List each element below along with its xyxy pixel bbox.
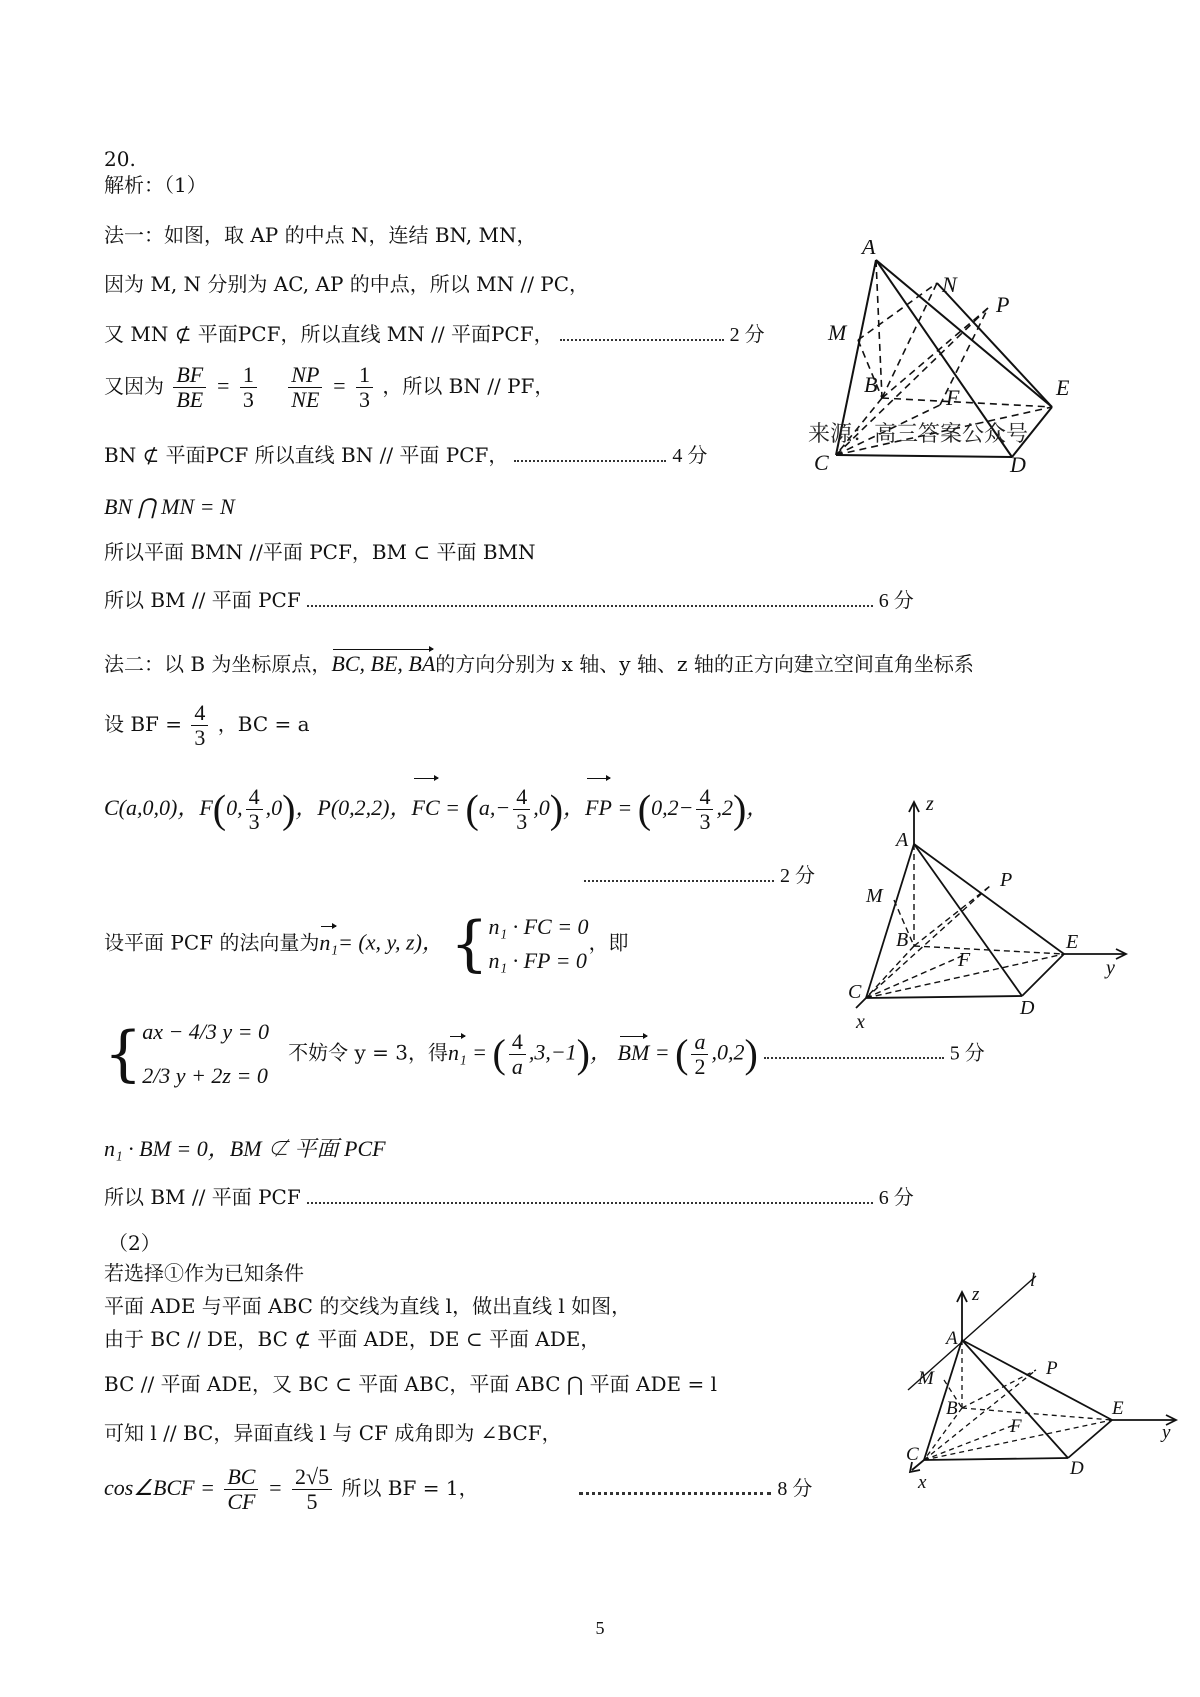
method1-line1: 法一：如图，取 AP 的中点 N，连结 BN, MN， [104,223,537,247]
figure1-label: B [864,372,878,397]
equation: n₁ · FP = 0 [488,948,587,973]
fraction-denominator: 3 [194,725,206,750]
fraction-numerator: 4 [696,785,713,810]
fraction-four-thirds [246,785,263,834]
method2-line4-suffix: ，即 [588,930,629,955]
open-paren: ( [212,786,227,832]
fraction-numerator: 4 [509,1030,526,1055]
fraction-denominator: NE [291,387,320,412]
figure3-label: E [1112,1398,1124,1419]
fraction-denominator: 3 [358,387,370,412]
normal-vector-def: = (x, y, z)， [338,929,444,955]
close-paren: ) [744,1031,758,1076]
fraction-four-over-a [509,1030,526,1079]
figure2-label: A [896,829,909,851]
figure3-label: z [972,1284,980,1305]
method2-line7-text: 所以 BM // 平面 PCF [104,1185,301,1209]
left-brace: { [104,1019,143,1089]
method2-line3: C(a,0,0)，F(0, $\frac{4}{3}$ ,0)，P(0,2,2)，FC = (a,− $\frac{4}{3}$ ,0)，FP = (0,2− $\frac{4}{3}$ ,2)， [104,780,768,838]
figure1-label: E [1056,375,1070,400]
vector-fp: FP [585,780,612,836]
leader-dots [764,1049,944,1059]
fraction-bf-be [173,363,206,412]
method1-line5-text: BN ⊄ 平面PCF 所以直线 BN // 平面 PCF， [104,443,509,467]
equation: n₁ · FC = 0 [488,914,589,939]
figure3-label: P [1046,1358,1058,1379]
fraction-numerator: 4 [513,785,530,810]
method2-line6: n₁ · BM = 0，BM ⊄ 平面 PCF [104,1136,386,1161]
open-paren: ( [465,786,479,832]
method2-line1 [104,651,974,677]
coord-part: ,0 [265,795,283,820]
figure3-label: x [918,1472,927,1493]
leader-dots [514,452,666,462]
fraction-four-thirds [191,701,208,750]
method2-line3-score [578,862,815,889]
figure3-label: D [1070,1458,1084,1479]
part2-line6-suffix: 所以 BF = 1， [341,1476,479,1500]
analysis-label: 解析：（1） [104,173,207,197]
fraction-numerator: 1 [356,363,373,388]
fraction-denominator: CF [227,1489,256,1514]
close-paren: ) [576,1031,590,1076]
figure2-label: C [848,981,862,1003]
fraction-denominator: 3 [699,809,711,834]
fraction-four-thirds [696,785,713,834]
figure2-label: B [896,929,909,951]
fraction-numerator: 2√5 [292,1465,332,1490]
coord-part: ,0 [533,795,550,820]
close-paren: ) [732,786,747,832]
method1-line3-text: 又 MN ⊄ 平面PCF，所以直线 MN // 平面PCF， [104,322,554,346]
method1-line2: 因为 M, N 分别为 AC, AP 的中点，所以 MN // PC， [104,272,590,296]
method2-vectors: BC, BE, BA [331,651,436,676]
figure3-label: F [1010,1416,1022,1437]
cos-bcf: cos∠BCF = [104,1475,215,1500]
figure-pyramid-3 [890,1270,1190,1510]
part2-label: （2） [108,1231,161,1255]
figure-pyramid-2 [830,796,1130,1036]
figure3-label: B [946,1398,958,1419]
fraction-denominator: a [511,1053,523,1079]
equals-sign: = [215,373,231,398]
coord-part: 0, [226,795,243,820]
vector-fc: FC [412,780,440,836]
equation-system [142,1010,269,1098]
method1-line4-prefix: 又因为 [104,374,164,398]
figure1-label: D [1010,452,1026,477]
fraction-numerator: BC [224,1465,258,1490]
figure1-label: M [828,320,847,345]
figure1-label: N [942,272,957,297]
figure1-label: A [862,240,876,259]
left-brace: { [450,909,489,979]
fraction-numerator: a [691,1030,708,1055]
problem-number: 20. [104,147,136,171]
point-p: ，P(0,2,2)， [295,795,412,820]
method1-line7: 所以平面 BMN //平面 PCF，BM ⊂ 平面 BMN [104,540,536,564]
figure2-label: z [926,796,934,815]
score-label: 6 分 [878,1187,914,1209]
fraction-denominator: 3 [248,809,260,834]
fraction-denominator: BE [176,387,204,412]
coord-part: ,0,2 [711,1039,745,1065]
fraction-four-thirds [513,785,530,834]
close-paren: ) [282,786,296,832]
part2-line5: 可知 l // BC，异面直线 l 与 CF 成角即为 ∠BCF， [104,1421,562,1445]
figure3-label: C [906,1444,919,1465]
method2-line1-prefix: 法二：以 B 为坐标原点， [104,652,332,676]
fraction-numerator: NP [288,363,322,388]
figure2-label: E [1066,931,1079,953]
fraction-np-ne [288,363,322,412]
figure3-label: M [918,1368,934,1389]
score-label: 8 分 [777,1478,813,1500]
figure2-label: D [1020,997,1035,1019]
method1-line6: BN ⋂ MN = N [104,494,235,519]
score-label: 5 分 [949,1042,985,1065]
method2-line5-mid: 不妨令 y = 3，得 [288,1040,448,1065]
close-paren: ) [549,786,564,832]
method2-line4-prefix: 设平面 PCF 的法向量为 [104,930,320,955]
figure1-label: P [996,292,1010,317]
method1-line4-suffix: ，所以 BN // PF， [382,374,555,398]
open-paren: ( [637,786,652,832]
method2-line2-suffix: ，BC = a [217,712,310,736]
method1-line5 [104,442,707,469]
fraction-a-over-2 [691,1030,708,1079]
fraction-bc-cf [224,1465,258,1514]
figure2-label: F [958,949,971,971]
fraction-numerator: 4 [246,785,263,810]
method2-line4 [104,910,629,978]
method2-line2-prefix: 设 BF = [104,712,183,736]
fraction-denominator: 3 [516,809,528,834]
equation: 2/3 y + 2z = 0 [142,1063,268,1088]
coord-part: 0,2− [651,795,694,820]
figure1-label: C [814,450,829,475]
leader-dots [584,872,774,882]
part2-line6: cos∠BCF = $\frac{BC}{CF}$ = $\frac{2√5}{5}$ 所以 BF = 1， 8 分 [104,1464,813,1514]
method1-line4 [104,362,554,412]
figure2-label: x [856,1011,865,1033]
figure3-label: y [1162,1422,1171,1443]
point-c-f: C(a,0,0)，F [104,795,213,820]
fraction-numerator: BF [173,363,206,388]
leader-dots [307,1194,873,1204]
coord-part: a,− [478,795,511,820]
method2-line1-rest: 的方向分别为 x 轴、y 轴、z 轴的正方向建立空间直角坐标系 [435,652,974,676]
fraction-denominator: 2 [694,1053,706,1079]
method1-line8-text: 所以 BM // 平面 PCF [104,588,301,612]
part2-line1: 若选择①作为已知条件 [104,1261,304,1285]
fraction-one-third [356,363,373,412]
fraction-denominator: 3 [242,387,254,412]
page-number: 5 [595,1618,605,1638]
part2-line2: 平面 ADE 与平面 ABC 的交线为直线 l，做出直线 l 如图， [104,1294,632,1318]
fraction-numerator: 4 [191,701,208,726]
figure1-label: F [946,385,960,410]
figure3-label: A [946,1328,958,1349]
fraction-2sqrt5-5 [292,1465,332,1514]
equation-system [488,910,588,978]
figure2-label: y [1106,957,1115,979]
method1-line8 [104,587,914,614]
score-label: 2 分 [780,865,815,887]
normal-vector: n₁ [319,928,338,958]
coord-part: ,2 [716,795,733,820]
fraction-one-third [240,363,257,412]
leader-dots [307,597,873,607]
method2-line7 [104,1184,914,1211]
score-label: 2 分 [729,324,765,346]
open-paren: ( [675,1031,689,1076]
fraction-denominator: 5 [306,1489,318,1514]
figure2-label: P [1000,869,1013,891]
leader-dots [560,331,724,341]
method2-line5: { ax − 4/3 y = 0 2/3 y + 2z = 0 不妨令 y = 3，得n₁ = ( $\frac{4}{a}$ ,3,−1)， BM = ( $\frac{a}{2}$ ,0,2) 5 分 [104,1010,985,1098]
watermark-text: 来源：高三答案公众号 [808,422,1029,447]
vector-bm: BM [618,1038,650,1068]
coord-part: ,3,−1 [528,1039,577,1065]
method2-line2 [104,698,310,750]
equation: ax − 4/3 y = 0 [142,1019,270,1044]
normal-vector: n₁ [448,1038,467,1068]
part2-line3: 由于 BC // DE，BC ⊄ 平面 ADE，DE ⊂ 平面 ADE， [104,1327,601,1351]
fraction-numerator: 1 [240,363,257,388]
score-label: 4 分 [672,445,708,467]
figure2-label: M [866,885,883,907]
leader-dots [579,1484,771,1495]
open-paren: ( [492,1031,506,1076]
figure3-label: l [1030,1270,1036,1291]
method1-line3 [104,321,765,348]
equals-sign: = [331,373,347,398]
part2-line4: BC // 平面 ADE，又 BC ⊂ 平面 ABC，平面 ABC ⋂ 平面 ADE = l [104,1372,717,1396]
score-label: 6 分 [878,590,914,612]
